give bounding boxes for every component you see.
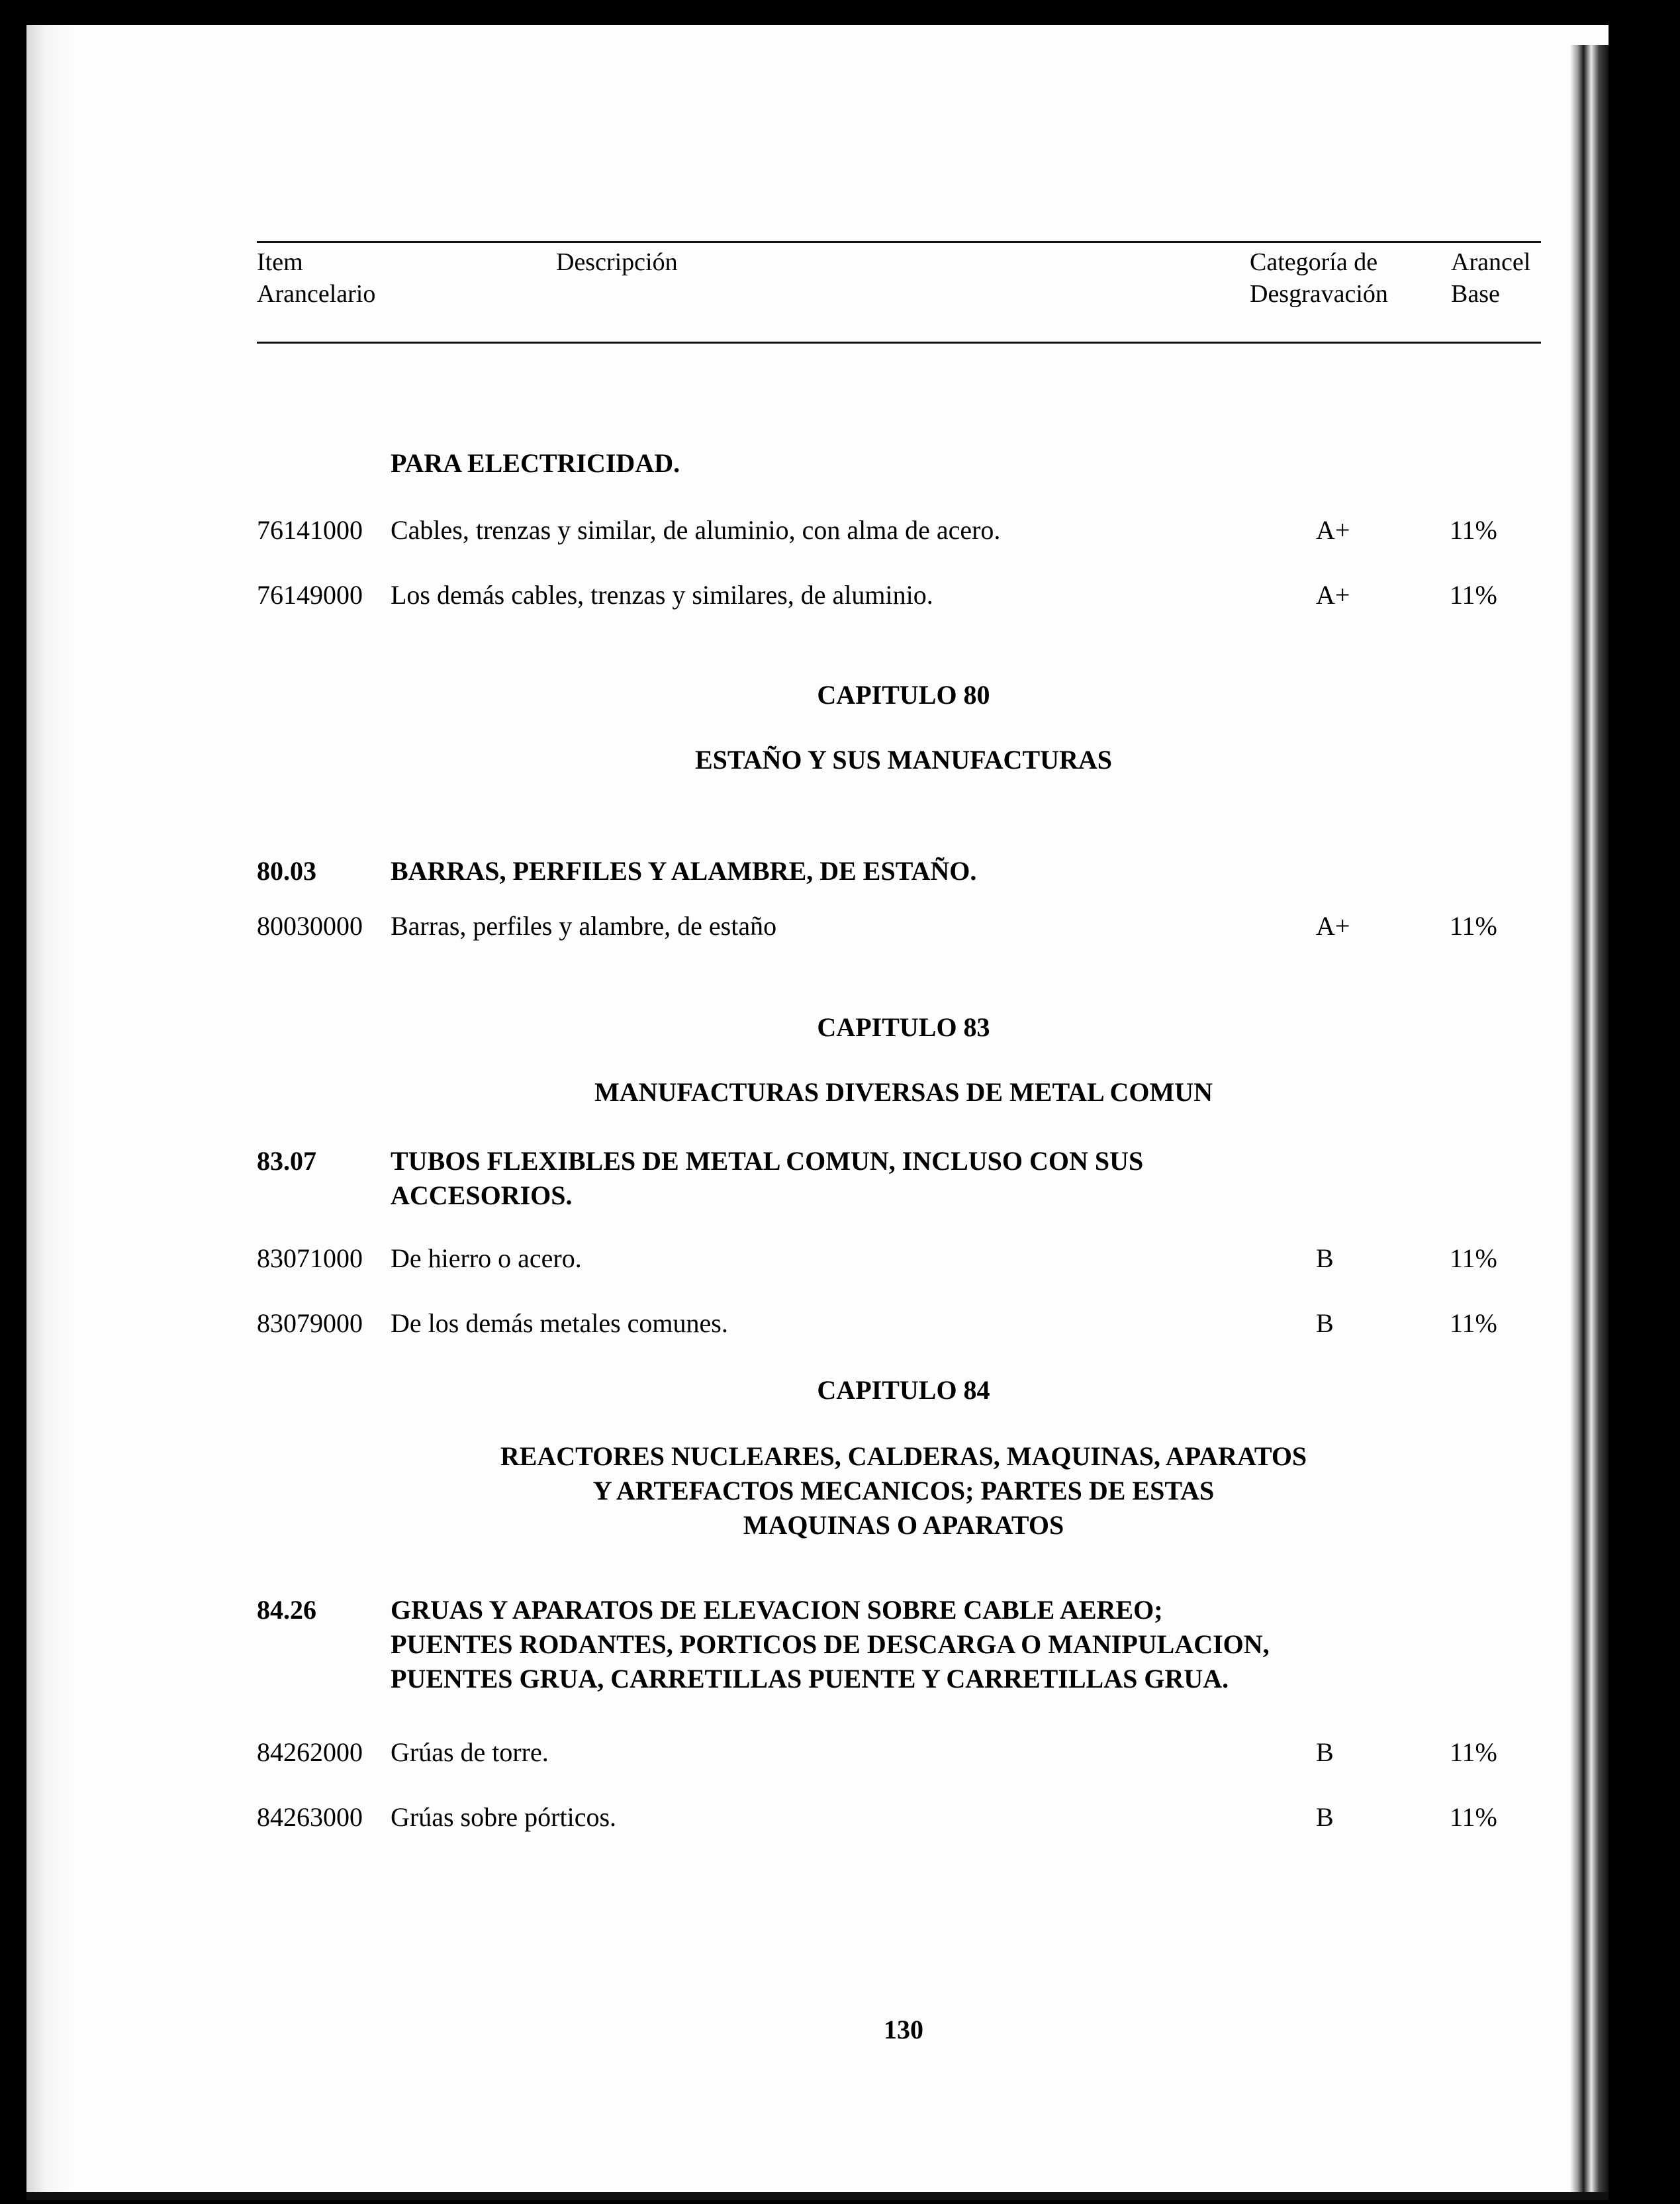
table-row	[257, 1307, 1541, 1340]
item-category: B	[1316, 1802, 1334, 1832]
intro-heading: PARA ELECTRICIDAD.	[391, 448, 680, 478]
item-code: 76141000	[257, 515, 363, 545]
header-top-rule	[257, 241, 1541, 243]
column-header-category	[1250, 246, 1388, 310]
item-category: A+	[1316, 515, 1350, 545]
heading-code: 80.03	[257, 856, 316, 886]
column-header-tariff	[1451, 246, 1530, 310]
item-category: A+	[1316, 580, 1350, 610]
item-rate: 11%	[1450, 1308, 1497, 1338]
heading-line: PUENTES RODANTES, PORTICOS DE DESCARGA O MANIPULACION,	[391, 1629, 1270, 1659]
heading-text: BARRAS, PERFILES Y ALAMBRE, DE ESTAÑO.	[391, 856, 977, 886]
binding-shadow-left	[26, 25, 73, 2200]
item-category: B	[1316, 1308, 1334, 1338]
chapter-83-title: CAPITULO 83	[817, 1012, 990, 1042]
chapter-84-title: CAPITULO 84	[817, 1375, 990, 1405]
column-header-item	[257, 246, 375, 310]
chapter-83-subtitle: MANUFACTURAS DIVERSAS DE METAL COMUN	[594, 1077, 1213, 1107]
column-header-category-line1: Categoría de	[1250, 248, 1378, 276]
item-rate: 11%	[1450, 515, 1497, 545]
heading-line: ACCESORIOS.	[391, 1180, 573, 1210]
subtitle-line: MAQUINAS O APARATOS	[743, 1510, 1064, 1540]
heading-line: PUENTES GRUA, CARRETILLAS PUENTE Y CARRETILLAS GRUA.	[391, 1664, 1229, 1694]
column-header-tariff-line2: Base	[1451, 280, 1500, 308]
table-row	[257, 514, 1541, 547]
item-rate: 11%	[1450, 1802, 1497, 1832]
heading-line: GRUAS Y APARATOS DE ELEVACION SOBRE CABLE AEREO;	[391, 1595, 1163, 1625]
item-code: 76149000	[257, 580, 363, 610]
subtitle-line: Y ARTEFACTOS MECANICOS; PARTES DE ESTAS	[592, 1476, 1215, 1506]
scanned-page	[26, 25, 1609, 2200]
item-description: Grúas de torre.	[391, 1737, 549, 1767]
item-code: 83071000	[257, 1243, 363, 1273]
chapter-80-title: CAPITULO 80	[817, 680, 990, 710]
column-header-tariff-line1: Arancel	[1451, 248, 1531, 276]
page-bottom-edge	[26, 2192, 1609, 2200]
item-code: 84262000	[257, 1737, 363, 1767]
column-header-description: Descripción	[556, 248, 678, 276]
item-description: De hierro o acero.	[391, 1243, 582, 1273]
item-rate: 11%	[1450, 580, 1497, 610]
item-description: Grúas sobre pórticos.	[391, 1802, 617, 1832]
item-code: 83079000	[257, 1308, 363, 1338]
subtitle-line: REACTORES NUCLEARES, CALDERAS, MAQUINAS, APARATOS	[500, 1441, 1307, 1471]
column-header-category-line2: Desgravación	[1250, 280, 1388, 308]
item-code: 84263000	[257, 1802, 363, 1832]
column-header-item-line1: Item	[257, 248, 303, 276]
page-number: 130	[884, 2015, 923, 2044]
item-description: Los demás cables, trenzas y similares, de aluminio.	[391, 580, 933, 610]
header-bottom-rule	[257, 342, 1541, 344]
item-rate: 11%	[1450, 1243, 1497, 1273]
column-header-item-line2: Arancelario	[257, 280, 376, 308]
item-description: Barras, perfiles y alambre, de estaño	[391, 911, 777, 941]
item-category: A+	[1316, 911, 1350, 941]
item-category: B	[1316, 1243, 1334, 1273]
binding-shadow-right	[1570, 45, 1609, 2200]
table-row	[257, 1736, 1541, 1769]
heading-text	[391, 1144, 1143, 1213]
item-description: Cables, trenzas y similar, de aluminio, con alma de acero.	[391, 515, 1001, 545]
item-category: B	[1316, 1737, 1334, 1767]
table-row	[257, 579, 1541, 612]
heading-line: TUBOS FLEXIBLES DE METAL COMUN, INCLUSO CON SUS	[391, 1146, 1144, 1176]
table-row	[257, 1801, 1541, 1834]
table-row	[257, 1242, 1541, 1275]
item-code: 80030000	[257, 911, 363, 941]
chapter-84-subtitle	[26, 1439, 1609, 1543]
table-row	[257, 910, 1541, 943]
item-rate: 11%	[1450, 911, 1497, 941]
heading-text	[391, 1593, 1270, 1696]
heading-code: 84.26	[257, 1595, 316, 1625]
item-rate: 11%	[1450, 1737, 1497, 1767]
chapter-80-subtitle: ESTAÑO Y SUS MANUFACTURAS	[694, 745, 1113, 775]
item-description: De los demás metales comunes.	[391, 1308, 728, 1338]
heading-code: 83.07	[257, 1146, 316, 1176]
